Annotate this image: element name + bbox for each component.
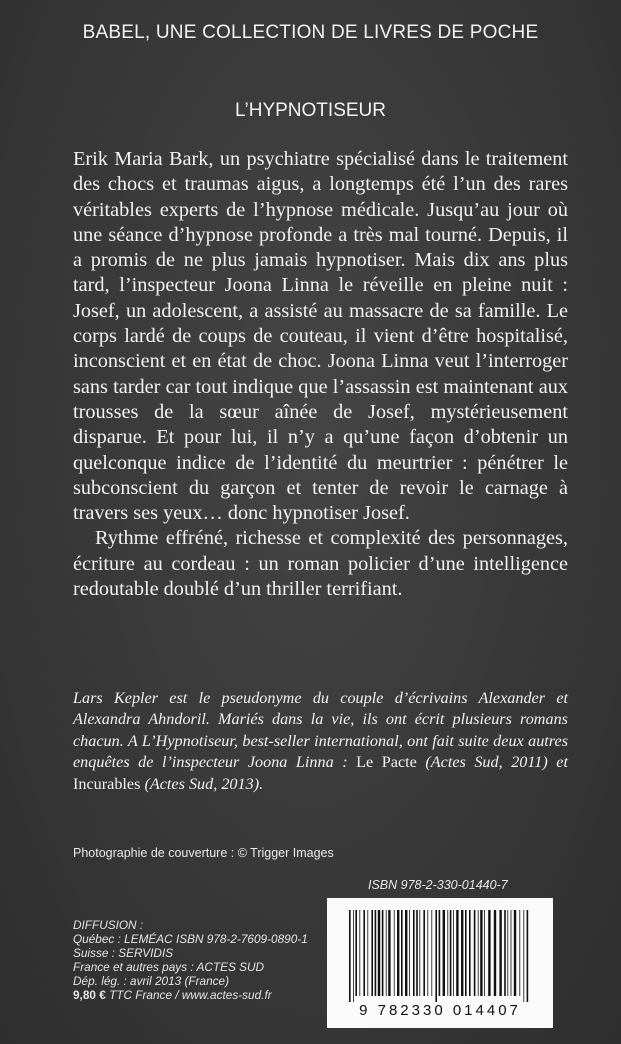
book-summary [73, 147, 568, 602]
price: 9,80 € [73, 988, 106, 1003]
distribution-heading: DIFFUSION : [73, 918, 144, 932]
book-title: L’HYPNOTISEUR [235, 100, 386, 121]
barcode-bars [327, 898, 553, 1002]
distribution-block [73, 918, 308, 1003]
barcode-number: 9 782330 014407 [359, 1002, 521, 1019]
distribution-suisse: Suisse : SERVIDIS [73, 946, 174, 961]
bio-book-title: Le Pacte [356, 753, 417, 772]
summary-paragraph: Rythme effréné, richesse et complexité des personnages, écriture au cordeau : un roman policier d’une intelligence redoutable doublé d’un thriller terrifiant. [73, 527, 568, 601]
distribution-quebec: Québec : LEMÉAC ISBN 978-2-7609-0890-1 [73, 932, 308, 947]
collection-heading: BABEL, UNE COLLECTION DE LIVRES DE POCHE [82, 22, 539, 43]
legal-deposit: Dép. lég. : avril 2013 (France) [73, 974, 230, 989]
bio-text: (Actes Sud, 2011) et [416, 753, 568, 772]
barcode [327, 898, 553, 1028]
bio-text: (Actes Sud, 2013). [140, 774, 264, 793]
photo-credit: Photographie de couverture : © Trigger Images [73, 846, 334, 860]
author-bio [73, 688, 568, 795]
bio-book-title: Incurables [73, 774, 141, 793]
price-suffix: TTC France / www.actes-sud.fr [109, 988, 272, 1003]
distribution-france: France et autres pays : ACTES SUD [73, 960, 265, 975]
isbn: ISBN 978-2-330-01440-7 [368, 878, 508, 892]
price-line [73, 988, 308, 1002]
bio-text: Lars Kepler est le pseudonyme du couple d’écrivains Alexander et Alexandra Ahndoril. Mariés dans la vie, ils ont écrit plusieurs romans chacun. A L’Hypnotiseur, best-seller international, ont fait suite deux autres enquêtes de l’inspecteur Joona Linna : [73, 689, 568, 772]
summary-paragraph: Erik Maria Bark, un psychiatre spécialisé dans le traitement des chocs et traumas aigus, a longtemps été l’un des rares véritables experts de l’hypnose médicale. Jusqu’au jour où une séance d’hypnose profonde a très mal tourné. Depuis, il a promis de ne plus jamais hypnotiser. Mais dix ans plus tard, l’inspecteur Joona Linna le réveille en pleine nuit : Josef, un adolescent, a assisté au massacre de sa famille. Le corps lardé de coups de couteau, il vient d’être hospitalisé, inconscient et en état de choc. Joona Linna veut l’interroger sans tarder car tout indique que l’assassin est maintenant aux trousses de la sœur aînée de Josef, mystérieusement disparue. Et pour lui, il n’y a qu’une façon d’obtenir un quelconque indice de l’identité du meurtrier : pénétrer le subconscient du garçon et tenter de revoir le carnage à travers ses yeux… donc hypnotiser Josef. [73, 148, 568, 525]
